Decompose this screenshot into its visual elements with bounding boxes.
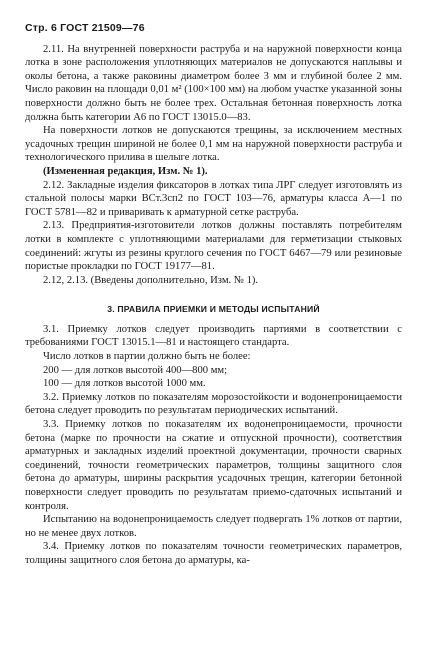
paragraph-2-13: 2.13. Предприятия-изготовители лотков должны поставлять потребителям лотки в комплекте с уплотняющими материалами для герметизации стыковых соединений: жгуты из резины круглого сечения по ГОСТ 6467—79 или резиновые пористые прокладки по ГОСТ 19177—81. [25,220,402,273]
paragraph-2-12: 2.12. Закладные изделия фиксаторов в лотках типа ЛРГ следует изготовлять из стальной полосы марки ВСт.3сп2 по ГОСТ 103—76, арматуры класса А—1 по ГОСТ 5781—82 и приваривать к арматурной сетке раструба. [25,179,402,218]
batch-size-item: 200 — для лотков высотой 400—800 мм; [43,364,228,376]
paragraph-cracks: На поверхности лотков не допускаются трещины, за исключением местных усадочных трещин шириной не более 0,1 мм на наружной поверхности раструба и технологического прилива в шелыге лотка. [25,125,402,164]
paragraph-waterproof-test: Испытанию на водонепроницаемость следует подвергать 1% лотков от партии, но не менее двух лотков. [25,514,402,539]
section-title: 3. ПРАВИЛА ПРИЕМКИ И МЕТОДЫ ИСПЫТАНИЙ [107,304,320,315]
paragraph-2-11: 2.11. На внутренней поверхности раструба и на наружной поверхности конца лотка в зоне расположения уплотняющих материалов не допускаются наплывы и околы бетона, а также раковины диаметром более 3 мм и глубиной более 2 мм. Число раковин на площади 0,01 м² (100×100 мм) на любом участке указанной зоны поверхности должно быть не более трех. Остальная бетонная поверхность лотка должна быть категории А6 по ГОСТ 13015.0—83. [25,43,402,123]
page-header: Стр. 6 ГОСТ 21509—76 [25,22,145,34]
paragraph-3-2: 3.2. Приемку лотков по показателям морозостойкости и водонепроницаемости бетона следует проводить по результатам периодических испытаний. [25,391,402,417]
paragraph-3-1: 3.1. Приемку лотков следует производить партиями в соответствии с требованиями ГОСТ 13015.1—81 и настоящего стандарта. [25,323,402,349]
batch-size-intro: Число лотков в партии должно быть не более: [43,351,251,363]
batch-size-item: 100 — для лотков высотой 1000 мм. [43,378,206,390]
paragraph-3-4: 3.4. Приемку лотков по показателям точности геометрических параметров, толщины защитного слоя бетона до арматуры, ка- [25,541,402,566]
paragraph-3-3: 3.3. Приемку лотков по показателям их водонепроницаемости, прочности бетона (марке по прочности на сжатие и отпускной прочности), соответствия арматурных и закладных изделий проектной документации, прочности сварных соединений, точности геометрических параметров, толщины защитного слоя бетона до арматуры, ширины раскрытия усадочных трещин, категории бетонной поверхности следует проводить по результатам приемо-сдаточных испытаний и контроля. [25,419,402,512]
amendment-note-1: (Измененная редакция, Изм. № 1). [43,165,208,177]
amendment-note-2: 2.12, 2.13. (Введены дополнительно, Изм. № 1). [43,274,259,286]
